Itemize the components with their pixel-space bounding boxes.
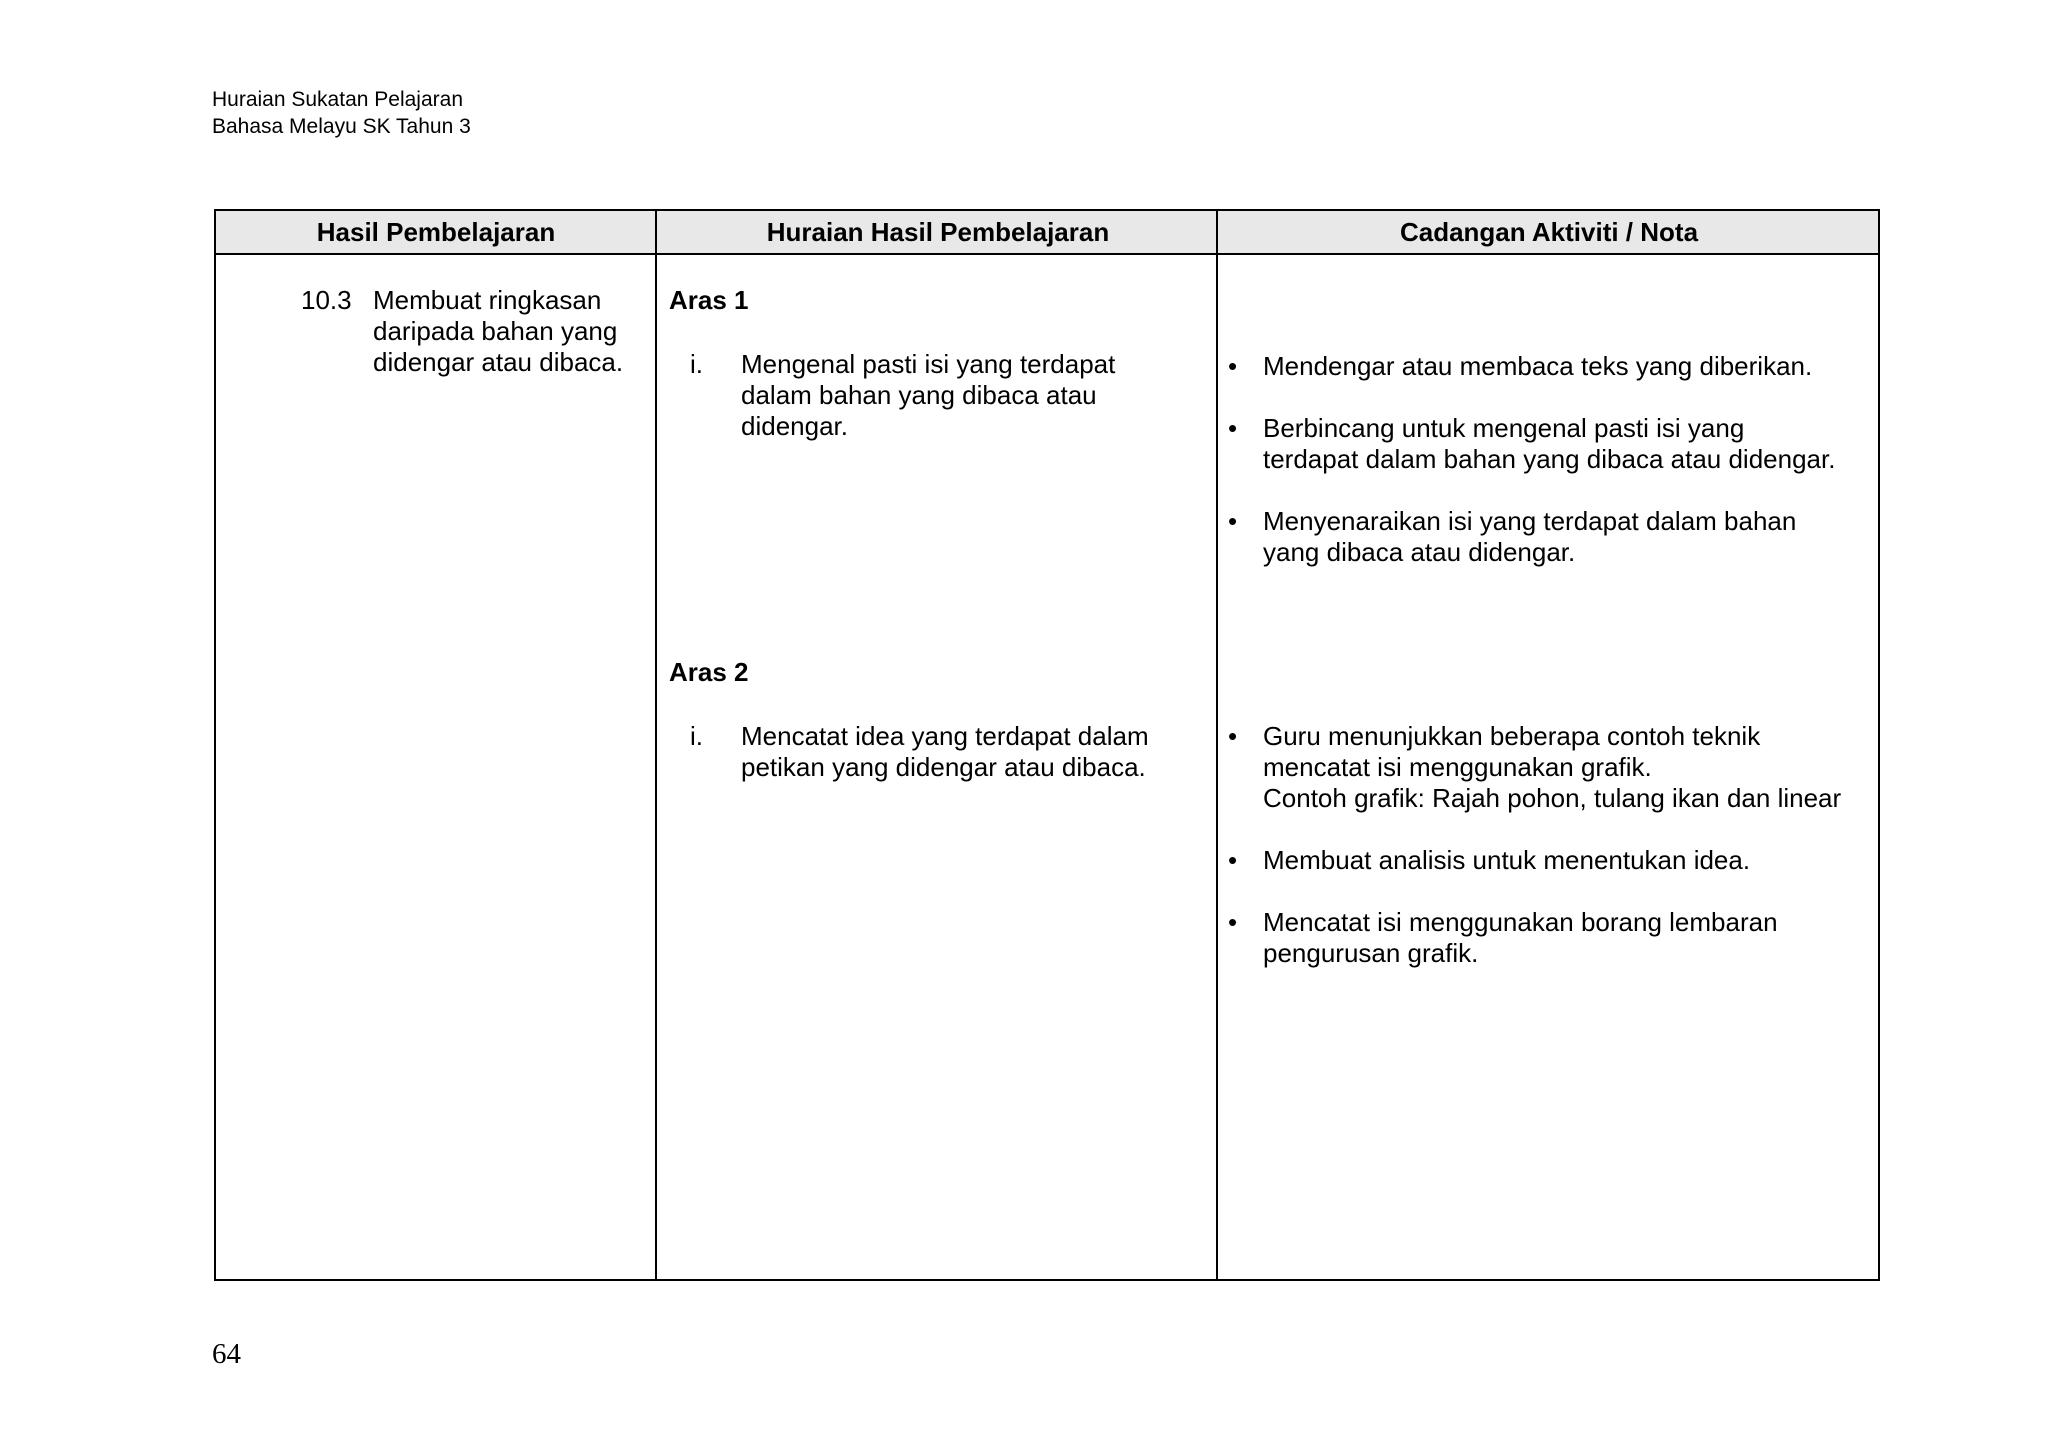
activity-line: terdapat dalam bahan yang dibaca atau didengar. xyxy=(1263,444,1836,474)
document-header xyxy=(212,86,471,140)
item-line-2: petikan yang didengar atau dibaca. xyxy=(741,752,1146,782)
column-header-huraian: Huraian Hasil Pembelajaran xyxy=(766,217,1110,247)
syllabus-table xyxy=(214,209,1880,1281)
column-divider-2 xyxy=(1216,211,1218,1279)
outcome-line-1: Membuat ringkasan xyxy=(373,285,602,315)
activity-line: Berbincang untuk mengenal pasti isi yang xyxy=(1263,413,1745,443)
bullet-icon: • xyxy=(1228,721,1238,751)
bullet-icon: • xyxy=(1228,506,1238,536)
activity-line: pengurusan grafik. xyxy=(1263,938,1479,968)
outcome-line-2: daripada bahan yang xyxy=(373,316,618,346)
activity-line: mencatat isi menggunakan grafik. xyxy=(1263,752,1652,782)
activity-line: Mendengar atau membaca teks yang diberikan. xyxy=(1263,351,1813,381)
item-line-3: didengar. xyxy=(741,411,848,441)
table-header-row xyxy=(216,211,1878,255)
activity-line: yang dibaca atau didengar. xyxy=(1263,537,1576,567)
bullet-icon: • xyxy=(1228,413,1238,443)
item-marker: i. xyxy=(690,349,703,379)
item-line-1: Mengenal pasti isi yang terdapat xyxy=(741,349,1116,379)
column-header-hasil: Hasil Pembelajaran xyxy=(316,217,556,247)
item-line-2: dalam bahan yang dibaca atau xyxy=(741,380,1097,410)
bullet-icon: • xyxy=(1228,351,1238,381)
activity-line: Guru menunjukkan beberapa contoh teknik xyxy=(1263,721,1761,751)
bullet-icon: • xyxy=(1228,845,1238,875)
item-marker: i. xyxy=(690,721,703,751)
column-divider-1 xyxy=(655,211,657,1279)
activity-line: Contoh grafik: Rajah pohon, tulang ikan dan linear xyxy=(1263,783,1842,813)
level-title: Aras 1 xyxy=(669,285,749,315)
activity-line: Menyenaraikan isi yang terdapat dalam bahan xyxy=(1263,506,1797,536)
outcome-number: 10.3 xyxy=(301,285,352,315)
activity-line: Membuat analisis untuk menentukan idea. xyxy=(1263,845,1751,875)
header-line-1: Huraian Sukatan Pelajaran xyxy=(212,88,463,111)
page-number: 64 xyxy=(212,1338,241,1370)
outcome-line-3: didengar atau dibaca. xyxy=(373,347,624,377)
item-line-1: Mencatat idea yang terdapat dalam xyxy=(741,721,1149,751)
bullet-icon: • xyxy=(1228,907,1238,937)
level-title: Aras 2 xyxy=(669,657,749,687)
column-header-cadangan: Cadangan Aktiviti / Nota xyxy=(1399,217,1699,247)
header-line-2: Bahasa Melayu SK Tahun 3 xyxy=(212,115,471,138)
activity-line: Mencatat isi menggunakan borang lembaran xyxy=(1263,907,1778,937)
